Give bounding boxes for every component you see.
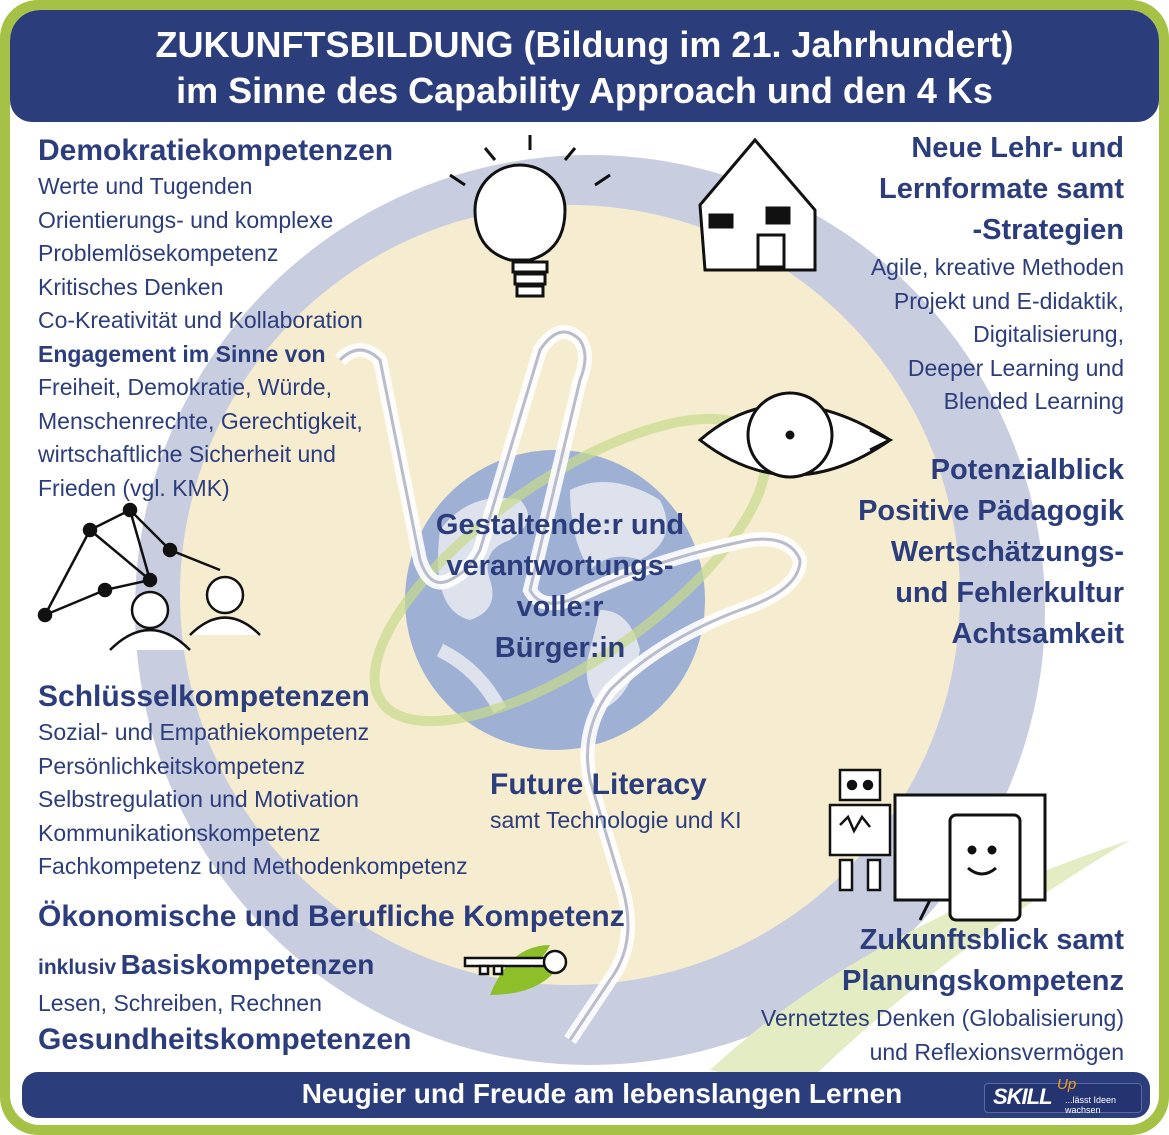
- key-competences-block: [38, 678, 468, 884]
- democracy-item: Kritisches Denken: [38, 273, 224, 300]
- citizen-line: Gestaltende:r und: [435, 509, 685, 541]
- potential-line: Potenzialblick: [930, 454, 1124, 486]
- teaching-formats-item: Digitalisierung,: [973, 321, 1124, 347]
- key-competence-item: Selbstregulation und Motivation: [38, 786, 359, 812]
- future-view-title: Planungskompetenz: [842, 965, 1124, 997]
- engagement-item: wirtschaftliche Sicherheit und: [38, 441, 336, 467]
- future-literacy-title: Future Literacy: [490, 768, 707, 801]
- key-competences-title: Schlüsselkompetenzen: [38, 680, 370, 713]
- poster: [10, 10, 1159, 1125]
- future-literacy-block: [490, 766, 741, 838]
- logo-up-text: Up: [1057, 1076, 1077, 1093]
- citizen-line: verantwortungs-: [446, 550, 674, 582]
- potential-line: Wertschätzungs-: [890, 536, 1124, 568]
- key-competence-item: Fachkompetenz und Methodenkompetenz: [38, 853, 468, 879]
- democracy-item: Orientierungs- und komplexe: [38, 206, 334, 233]
- democracy-item: Co-Kreativität und Kollaboration: [38, 307, 363, 333]
- key-competence-item: Sozial- und Empathiekompetenz: [38, 719, 370, 745]
- citizen-line: Bürger:in: [494, 632, 626, 664]
- future-view-item: Vernetztes Denken (Globalisierung): [760, 1005, 1124, 1031]
- potential-line: und Fehlerkultur: [895, 577, 1124, 609]
- future-view-title: Zukunftsblick samt: [859, 924, 1124, 956]
- header-banner: [10, 10, 1159, 122]
- economic-block: [38, 898, 625, 1059]
- potential-line: Positive Pädagogik: [858, 495, 1124, 527]
- teaching-formats-block: [604, 128, 1124, 419]
- logo-skill-text: SKILL: [993, 1084, 1052, 1109]
- teaching-formats-title: Neue Lehr- und: [911, 132, 1124, 164]
- basis-items: Lesen, Schreiben, Rechnen: [38, 990, 322, 1016]
- engagement-title: Engagement im Sinne von: [38, 340, 326, 367]
- teaching-formats-item: Blended Learning: [943, 388, 1124, 414]
- democracy-item: Werte und Tugenden: [38, 173, 253, 199]
- key-competence-item: Persönlichkeitskompetenz: [38, 752, 306, 779]
- basis-prefix: inklusiv: [38, 956, 117, 979]
- potential-line: Achtsamkeit: [951, 618, 1124, 650]
- logo-tagline: ...lässt Ideen wachsen: [1065, 1095, 1117, 1115]
- engagement-item: Freiheit, Demokratie, Würde,: [38, 374, 332, 400]
- future-view-block: [604, 920, 1124, 1069]
- future-literacy-subtitle: samt Technologie und KI: [490, 807, 742, 833]
- democracy-title: Demokratiekompetenzen: [38, 134, 394, 167]
- health-title: Gesundheitskompetenzen: [38, 1022, 412, 1056]
- teaching-formats-item: Projekt und E-didaktik,: [893, 287, 1124, 314]
- key-competence-item: Kommunikationskompetenz: [38, 819, 321, 846]
- democracy-block: [38, 132, 393, 505]
- footer-text: Neugier und Freude am lebenslangen Lernen: [301, 1078, 903, 1109]
- democracy-item: Problemlösekompetenz: [38, 240, 279, 266]
- future-view-item: und Reflexionsvermögen: [869, 1038, 1124, 1065]
- footer-banner: [22, 1072, 1150, 1118]
- skillup-logo: [984, 1076, 1142, 1115]
- teaching-formats-title: Lernformate samt: [879, 173, 1124, 205]
- header-title-line2: im Sinne des Capability Approach und den 4 Ks: [176, 70, 993, 111]
- teaching-formats-title: -Strategien: [972, 214, 1124, 246]
- basis-title: Basiskompetenzen: [120, 949, 375, 980]
- teaching-formats-item: Deeper Learning und: [907, 354, 1124, 381]
- header-title-line1: ZUKUNFTSBILDUNG (Bildung im 21. Jahrhundert): [155, 24, 1014, 65]
- economic-title: Ökonomische und Berufliche Kompetenz: [38, 900, 625, 933]
- teaching-formats-item: Agile, kreative Methoden: [870, 254, 1124, 280]
- engagement-item: Menschenrechte, Gerechtigkeit,: [38, 407, 363, 434]
- potential-block: [704, 450, 1124, 655]
- engagement-item: Frieden (vgl. KMK): [38, 474, 230, 501]
- citizen-line: volle:r: [516, 591, 604, 623]
- citizen-block: [410, 505, 710, 669]
- tablet-monitor-icon: [895, 795, 1045, 920]
